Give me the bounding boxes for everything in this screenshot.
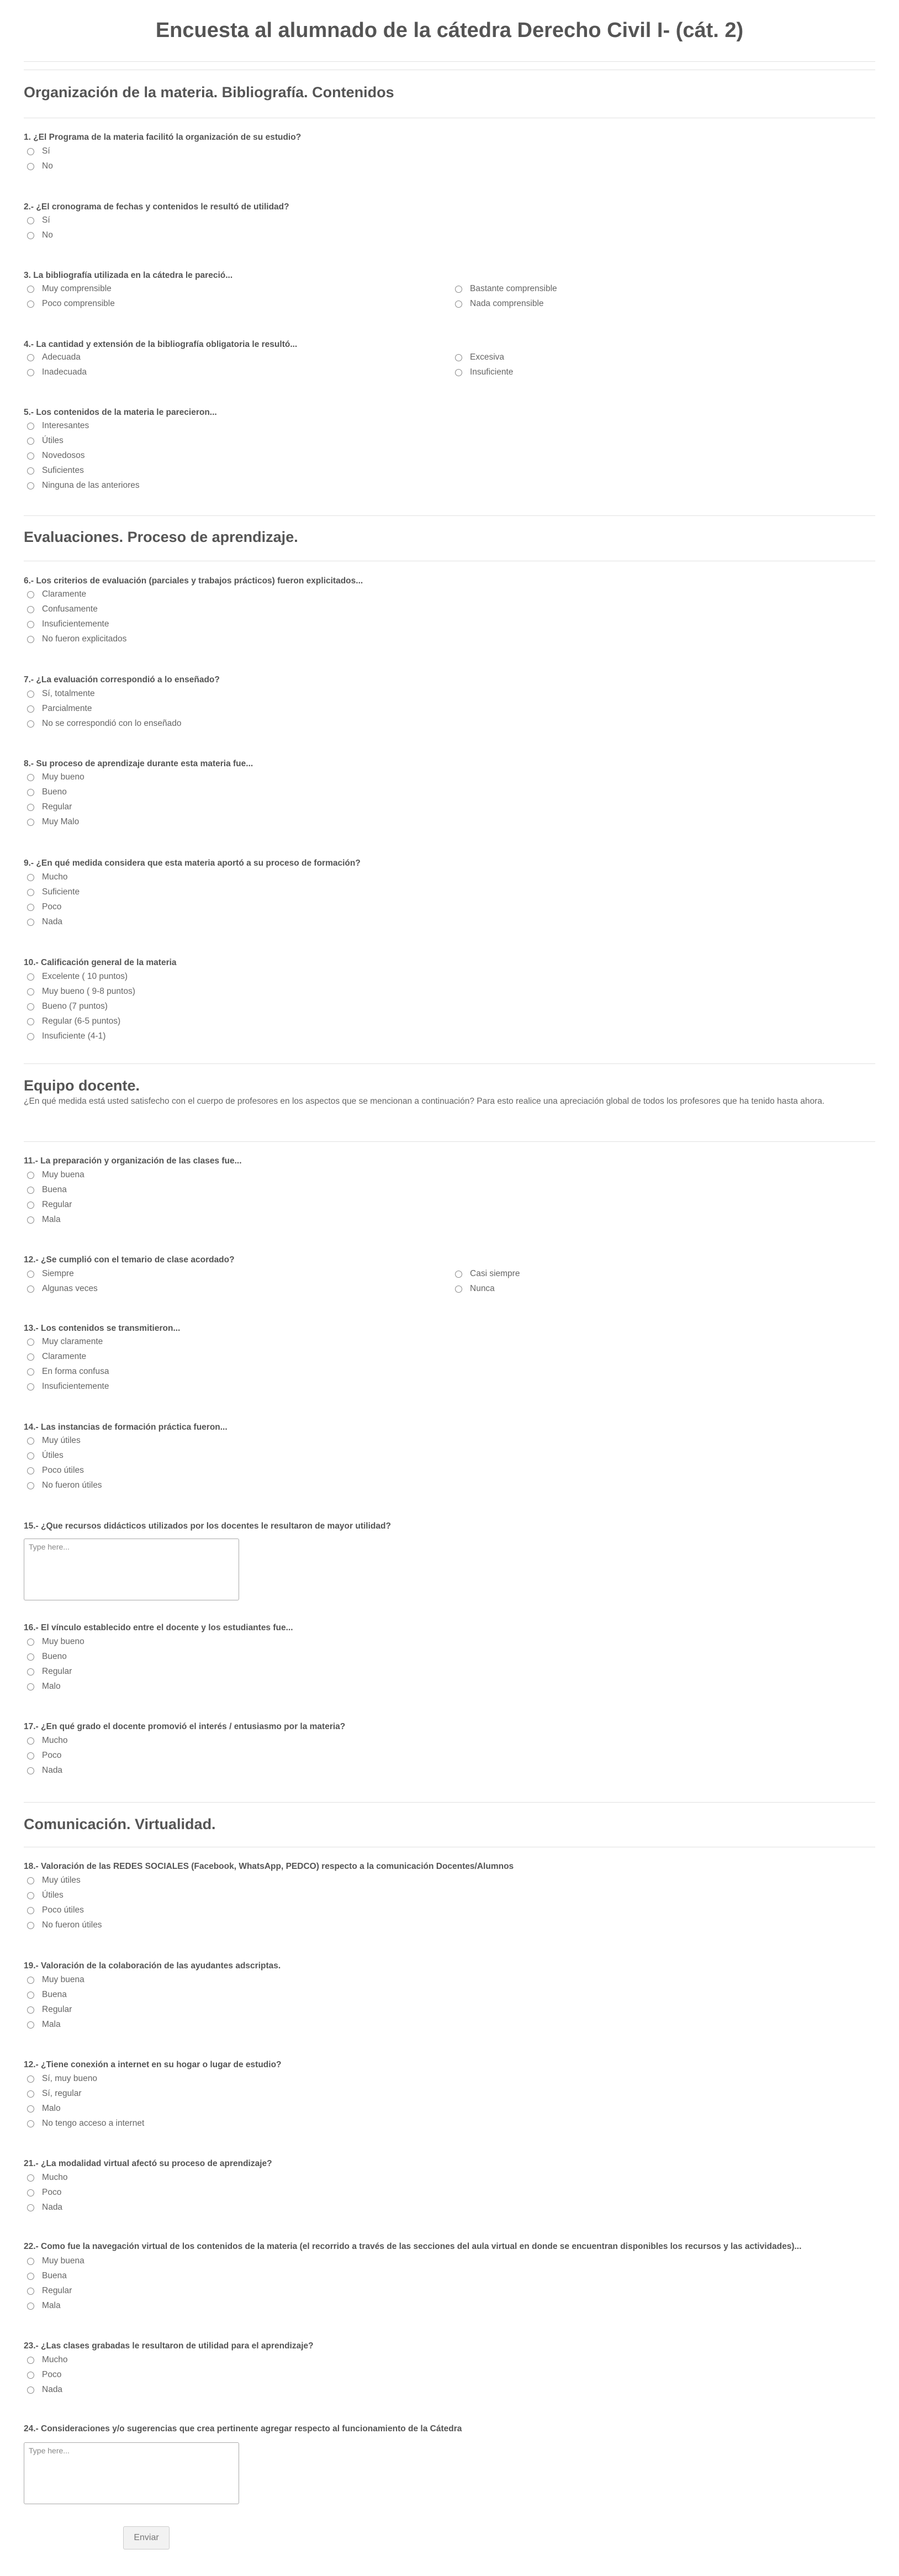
question-label: 3. La bibliografía utilizada en la cátedra le pareció... [24,271,233,280]
radio-button[interactable] [27,1383,34,1390]
radio-option-label: Mucho [42,872,68,882]
radio-option[interactable] [27,1465,84,1477]
radio-option[interactable] [455,351,504,364]
section-title: Comunicación. Virtualidad. [24,1816,216,1832]
radio-button[interactable] [27,1639,34,1646]
radio-option[interactable] [27,718,181,730]
section-title: Equipo docente. [24,1077,140,1094]
radio-option-label: Suficientes [42,466,84,475]
radio-option[interactable] [27,1666,72,1678]
radio-option-label: Bueno (7 puntos) [42,1002,108,1011]
radio-button[interactable] [27,1977,34,1984]
radio-option-label: Buena [42,1185,67,1194]
radio-option-label: Buena [42,2271,67,2280]
section-divider [24,1802,875,1803]
radio-option-label: Nada [42,1766,63,1775]
radio-option-label: Insuficientemente [42,619,109,629]
radio-option-label: Muy útiles [42,1436,81,1445]
radio-button[interactable] [27,1877,34,1884]
radio-option-label: Poco [42,1751,62,1760]
radio-button[interactable] [27,1767,34,1774]
radio-option[interactable] [27,986,135,998]
radio-button[interactable] [27,2075,34,2083]
radio-option[interactable] [455,1283,495,1295]
radio-button[interactable] [27,1922,34,1929]
radio-button[interactable] [27,1653,34,1661]
radio-button[interactable] [27,1339,34,1346]
radio-option[interactable] [27,450,85,462]
radio-button[interactable] [455,1286,462,1293]
radio-button[interactable] [27,1892,34,1899]
radio-option[interactable] [27,2088,82,2100]
radio-button[interactable] [27,691,34,698]
radio-button[interactable] [27,1368,34,1376]
radio-option-label: Útiles [42,1890,64,1900]
radio-option-label: No fueron útiles [42,1481,102,1490]
radio-option-label: Malo [42,1682,61,1691]
question-label: 15.- ¿Que recursos didácticos utilizados por los docentes le resultaron de mayor utilidad? [24,1521,391,1531]
radio-option[interactable] [455,298,544,310]
radio-option[interactable] [27,916,62,928]
radio-button[interactable] [27,452,34,460]
question-label: 9.- ¿En qué medida considera que esta materia aportó a su proceso de formación? [24,858,361,868]
radio-option[interactable] [27,420,89,432]
radio-option-label: Nada [42,917,63,926]
radio-option-label: Algunas veces [42,1284,98,1293]
radio-option[interactable] [27,298,115,310]
radio-option-label: Sí, regular [42,2089,82,2098]
radio-option[interactable] [27,366,87,378]
radio-option[interactable] [27,2300,61,2312]
radio-button[interactable] [27,1018,34,1025]
radio-option-label: Mala [42,2020,61,2029]
radio-option[interactable] [27,214,50,226]
radio-option-label: En forma confusa [42,1367,109,1376]
radio-button[interactable] [27,606,34,613]
radio-option[interactable] [27,1450,64,1462]
radio-option[interactable] [27,688,95,700]
radio-option[interactable] [27,971,128,983]
radio-option[interactable] [27,1764,62,1777]
radio-option[interactable] [27,703,92,715]
radio-option[interactable] [27,1735,68,1747]
radio-button[interactable] [27,2372,34,2379]
radio-option-label: Muy comprensible [42,284,112,293]
radio-option-label: Siempre [42,1269,74,1278]
radio-option-label: Poco [42,2370,62,2379]
radio-option[interactable] [27,1681,61,1693]
radio-option[interactable] [455,283,557,295]
radio-option[interactable] [27,1268,74,1280]
radio-option-label: Poco comprensible [42,299,115,308]
section-title: Evaluaciones. Proceso de aprendizaje. [24,529,298,545]
radio-option[interactable] [27,480,140,492]
question-label: 19.- Valoración de la colaboración de las ayudantes adscriptas. [24,1961,281,1971]
radio-option-label: Sí, totalmente [42,689,95,698]
radio-option[interactable] [27,2369,61,2381]
radio-button[interactable] [27,2006,34,2014]
section-header-divider [24,1141,875,1142]
question-label: 5.- Los contenidos de la materia le parecieron... [24,408,217,417]
question-label: 4.- La cantidad y extensión de la bibliografía obligatoria le resultó... [24,340,298,349]
radio-button[interactable] [27,232,34,239]
radio-button[interactable] [27,1202,34,1209]
radio-option-label: No se correspondió con lo enseñado [42,719,182,728]
radio-option[interactable] [27,1000,108,1013]
radio-option-label: Parcialmente [42,704,92,713]
radio-option-label: Regular [42,1200,72,1209]
radio-option[interactable] [27,633,126,645]
radio-button[interactable] [27,1172,34,1179]
radio-button[interactable] [27,2090,34,2098]
radio-option[interactable] [27,1030,105,1042]
question-label: 23.- ¿Las clases grabadas le resultaron de utilidad para el aprendizaje? [24,2341,314,2351]
radio-option[interactable] [27,1904,84,1916]
radio-option-label: No tengo acceso a internet [42,2119,145,2128]
radio-option-label: Nada comprensible [470,299,544,308]
radio-button[interactable] [27,1683,34,1690]
radio-option[interactable] [27,2117,144,2130]
radio-button[interactable] [27,2288,34,2295]
radio-option-label: Regular [42,802,72,812]
radio-option[interactable] [27,351,81,364]
radio-option-label: Muy útiles [42,1876,81,1885]
answer-textarea[interactable] [24,2442,239,2504]
radio-option[interactable] [27,2187,61,2199]
radio-option-label: Nada [42,2203,63,2212]
radio-option-label: No fueron útiles [42,1920,102,1930]
radio-button[interactable] [27,438,34,445]
question-label: 7.- ¿La evaluación correspondió a lo enseñado? [24,675,220,684]
radio-option[interactable] [27,145,50,157]
radio-option-label: No fueron explicitados [42,634,127,644]
radio-button[interactable] [27,2021,34,2029]
radio-button[interactable] [27,1992,34,1999]
radio-option[interactable] [27,901,61,913]
question-label: 12.- ¿Se cumplió con el temario de clase acordado? [24,1255,235,1265]
radio-option-label: Poco [42,902,62,912]
radio-button[interactable] [27,1353,34,1361]
radio-button[interactable] [27,1033,34,1040]
radio-option-label: Mucho [42,2173,68,2182]
radio-button[interactable] [27,2273,34,2280]
radio-option[interactable] [27,2103,61,2115]
radio-button[interactable] [27,354,34,361]
radio-option[interactable] [27,618,109,630]
radio-button[interactable] [27,904,34,911]
radio-option[interactable] [27,816,79,828]
question-label: 12.- ¿Tiene conexión a internet en su hogar o lugar de estudio? [24,2060,282,2069]
radio-option[interactable] [455,1268,520,1280]
section-divider [24,515,875,516]
radio-option-label: Claramente [42,589,87,599]
radio-option[interactable] [27,160,53,172]
radio-button[interactable] [27,2105,34,2113]
radio-button[interactable] [27,1907,34,1914]
radio-option-label: Malo [42,2104,61,2113]
radio-option-label: No [42,230,53,240]
radio-option-label: Muy Malo [42,817,80,826]
question-label: 10.- Calificación general de la materia [24,958,177,967]
radio-option-label: Mucho [42,1736,68,1745]
radio-button[interactable] [27,1467,34,1474]
radio-option-label: Regular [42,1667,72,1676]
radio-option-label: Bastante comprensible [470,284,557,293]
radio-option-label: Inadecuada [42,367,87,377]
radio-option-label: Regular (6-5 puntos) [42,1016,121,1026]
radio-option-label: Muy buena [42,2256,84,2266]
question-label: 22.- Como fue la navegación virtual de los contenidos de la materia (el recorrido a través de las secciones del aula virtual en donde se encuentran disponibles los recursos y las actividades)... [24,2242,802,2251]
radio-button[interactable] [27,988,34,995]
radio-option-label: Mala [42,1215,61,1224]
radio-button[interactable] [27,2204,34,2211]
radio-button[interactable] [27,1452,34,1460]
radio-option-label: Bueno [42,1652,67,1661]
radio-option-label: Interesantes [42,421,89,430]
question-label: 24.- Consideraciones y/o sugerencias que crea pertinente agregar respecto al funcionamiento de la Cátedra [24,2424,462,2433]
radio-button[interactable] [27,1187,34,1194]
radio-option-label: Excesiva [470,352,505,362]
radio-option[interactable] [27,1919,102,1931]
radio-option[interactable] [27,1974,84,1986]
radio-option[interactable] [27,1366,109,1378]
radio-option[interactable] [27,1989,67,2001]
radio-button[interactable] [27,1437,34,1445]
radio-button[interactable] [27,2174,34,2182]
radio-button[interactable] [27,2189,34,2196]
radio-button[interactable] [27,1752,34,1760]
radio-option[interactable] [27,1874,81,1887]
radio-button[interactable] [27,591,34,598]
radio-option[interactable] [27,2019,61,2031]
radio-button[interactable] [27,819,34,826]
section-divider [24,1063,875,1064]
radio-option[interactable] [27,2004,72,2016]
radio-button[interactable] [27,621,34,628]
radio-option[interactable] [27,786,67,798]
radio-option-label: Muy buena [42,1975,84,1984]
radio-option-label: Sí [42,215,50,225]
radio-button[interactable] [27,1271,34,1278]
radio-option[interactable] [27,1351,86,1363]
radio-button[interactable] [27,1482,34,1489]
radio-option[interactable] [27,2384,62,2396]
radio-option-label: Útiles [42,1451,64,1460]
radio-button[interactable] [27,1737,34,1745]
radio-option[interactable] [27,1169,84,1181]
radio-option-label: Sí [42,146,50,156]
radio-button[interactable] [27,423,34,430]
radio-button[interactable] [27,2120,34,2127]
radio-option[interactable] [27,229,53,241]
radio-option[interactable] [27,801,72,813]
radio-option[interactable] [27,603,98,615]
radio-button[interactable] [27,1286,34,1293]
radio-option[interactable] [27,1283,98,1295]
radio-button[interactable] [455,286,462,293]
question-label: 8.- Su proceso de aprendizaje durante esta materia fue... [24,759,253,768]
radio-option-label: Bueno [42,787,67,797]
radio-option-label: Poco [42,2188,62,2197]
radio-option[interactable] [27,465,84,477]
radio-button[interactable] [27,467,34,475]
radio-button[interactable] [27,2387,34,2394]
radio-button[interactable] [27,1216,34,1224]
radio-option-label: Nada [42,2385,63,2394]
radio-option[interactable] [27,771,84,783]
question-label: 6.- Los criterios de evaluación (parciales y trabajos prácticos) fueron explicitados... [24,576,363,586]
question-label: 14.- Las instancias de formación práctica fueron... [24,1423,228,1432]
radio-button[interactable] [27,369,34,376]
radio-button[interactable] [455,354,462,361]
question-label: 11.- La preparación y organización de las clases fue... [24,1156,242,1166]
radio-button[interactable] [27,804,34,811]
question-label: 18.- Valoración de las REDES SOCIALES (Facebook, WhatsApp, PEDCO) respecto a la comunicación Docentes/Alumnos [24,1862,514,1871]
question-label: 1. ¿El Programa de la materia facilitó la organización de su estudio? [24,133,302,142]
radio-option[interactable] [27,1435,81,1447]
radio-button[interactable] [27,720,34,728]
radio-button[interactable] [27,919,34,926]
radio-button[interactable] [27,2258,34,2265]
radio-button[interactable] [455,1271,462,1278]
radio-option-label: Mala [42,2301,61,2310]
radio-button[interactable] [27,789,34,796]
radio-option-label: Muy buena [42,1170,84,1179]
radio-option[interactable] [27,1214,61,1226]
radio-option[interactable] [27,886,80,898]
question-label: 17.- ¿En qué grado el docente promovió el interés / entusiasmo por la materia? [24,1722,346,1731]
radio-option-label: Muy bueno [42,1637,84,1646]
radio-option-label: Muy claramente [42,1337,103,1346]
submit-button[interactable]: Enviar [123,2526,170,2549]
radio-button[interactable] [27,973,34,981]
radio-option[interactable] [27,871,68,883]
radio-button[interactable] [27,705,34,713]
radio-option-label: Regular [42,2005,72,2014]
page-title: Encuesta al alumnado de la cátedra Derecho Civil I- (cát. 2) [155,19,744,42]
radio-button[interactable] [27,1668,34,1676]
radio-option[interactable] [27,2285,72,2297]
radio-option[interactable] [27,283,112,295]
radio-option[interactable] [27,2270,67,2282]
radio-option-label: Útiles [42,436,64,445]
radio-option[interactable] [27,435,64,447]
radio-button[interactable] [27,874,34,881]
radio-button[interactable] [27,1003,34,1010]
radio-button[interactable] [455,369,462,376]
section-title: Organización de la materia. Bibliografía. Contenidos [24,84,394,101]
answer-textarea[interactable] [24,1539,239,1600]
question-label: 2.- ¿El cronograma de fechas y contenidos le resultó de utilidad? [24,202,289,212]
radio-option-label: Casi siempre [470,1269,520,1278]
radio-option[interactable] [27,1889,64,1901]
radio-option[interactable] [27,2201,62,2214]
radio-button[interactable] [27,148,34,155]
radio-option[interactable] [27,2073,97,2085]
radio-option-label: Insuficiente (4-1) [42,1031,106,1041]
radio-option-label: Ninguna de las anteriores [42,481,140,490]
section-description: ¿En qué medida está usted satisfecho con el cuerpo de profesores en los aspectos que se mencionan a continuación? Para esto realice una apreciación global de todos los profesores que ha tenido hasta ahora. [24,1097,825,1106]
radio-option-label: Sí, muy bueno [42,2074,97,2083]
radio-option-label: Muy bueno [42,772,84,782]
radio-option[interactable] [27,2172,68,2184]
radio-option-label: No [42,161,53,171]
radio-button[interactable] [27,774,34,781]
radio-button[interactable] [27,636,34,643]
radio-option[interactable] [455,366,513,378]
question-label: 21.- ¿La modalidad virtual afectó su proceso de aprendizaje? [24,2159,272,2168]
radio-button[interactable] [27,482,34,489]
radio-option[interactable] [27,1636,84,1648]
radio-option[interactable] [27,1015,120,1028]
radio-button[interactable] [27,2357,34,2364]
radio-option-label: Suficiente [42,887,80,897]
radio-option-label: Nunca [470,1284,495,1293]
radio-option-label: Adecuada [42,352,81,362]
radio-option-label: Insuficiente [470,367,514,377]
question-label: 16.- El vínculo establecido entre el docente y los estudiantes fue... [24,1623,293,1632]
radio-option[interactable] [27,1381,109,1393]
radio-option-label: Claramente [42,1352,87,1361]
radio-option[interactable] [27,1199,72,1211]
radio-option[interactable] [27,1184,67,1196]
radio-option-label: Muy bueno ( 9-8 puntos) [42,987,135,996]
radio-button[interactable] [27,2303,34,2310]
radio-option[interactable] [27,1479,102,1492]
radio-option-label: Buena [42,1990,67,1999]
radio-option[interactable] [27,588,86,600]
radio-option-label: Poco útiles [42,1466,84,1475]
radio-option-label: Confusamente [42,604,98,614]
radio-option[interactable] [27,2354,68,2366]
radio-button[interactable] [27,163,34,170]
radio-button[interactable] [27,301,34,308]
radio-button[interactable] [455,301,462,308]
radio-button[interactable] [27,217,34,224]
radio-option-label: Novedosos [42,451,85,460]
radio-option-label: Regular [42,2286,72,2295]
radio-option-label: Insuficientemente [42,1382,109,1391]
question-label: 13.- Los contenidos se transmitieron... [24,1324,181,1333]
title-divider [24,61,875,62]
radio-button[interactable] [27,889,34,896]
radio-option-label: Mucho [42,2355,68,2364]
radio-option[interactable] [27,1651,67,1663]
radio-option-label: Poco útiles [42,1905,84,1915]
radio-button[interactable] [27,286,34,293]
radio-option[interactable] [27,1336,103,1348]
radio-option-label: Excelente ( 10 puntos) [42,972,128,981]
radio-option[interactable] [27,2255,84,2267]
radio-option[interactable] [27,1750,61,1762]
